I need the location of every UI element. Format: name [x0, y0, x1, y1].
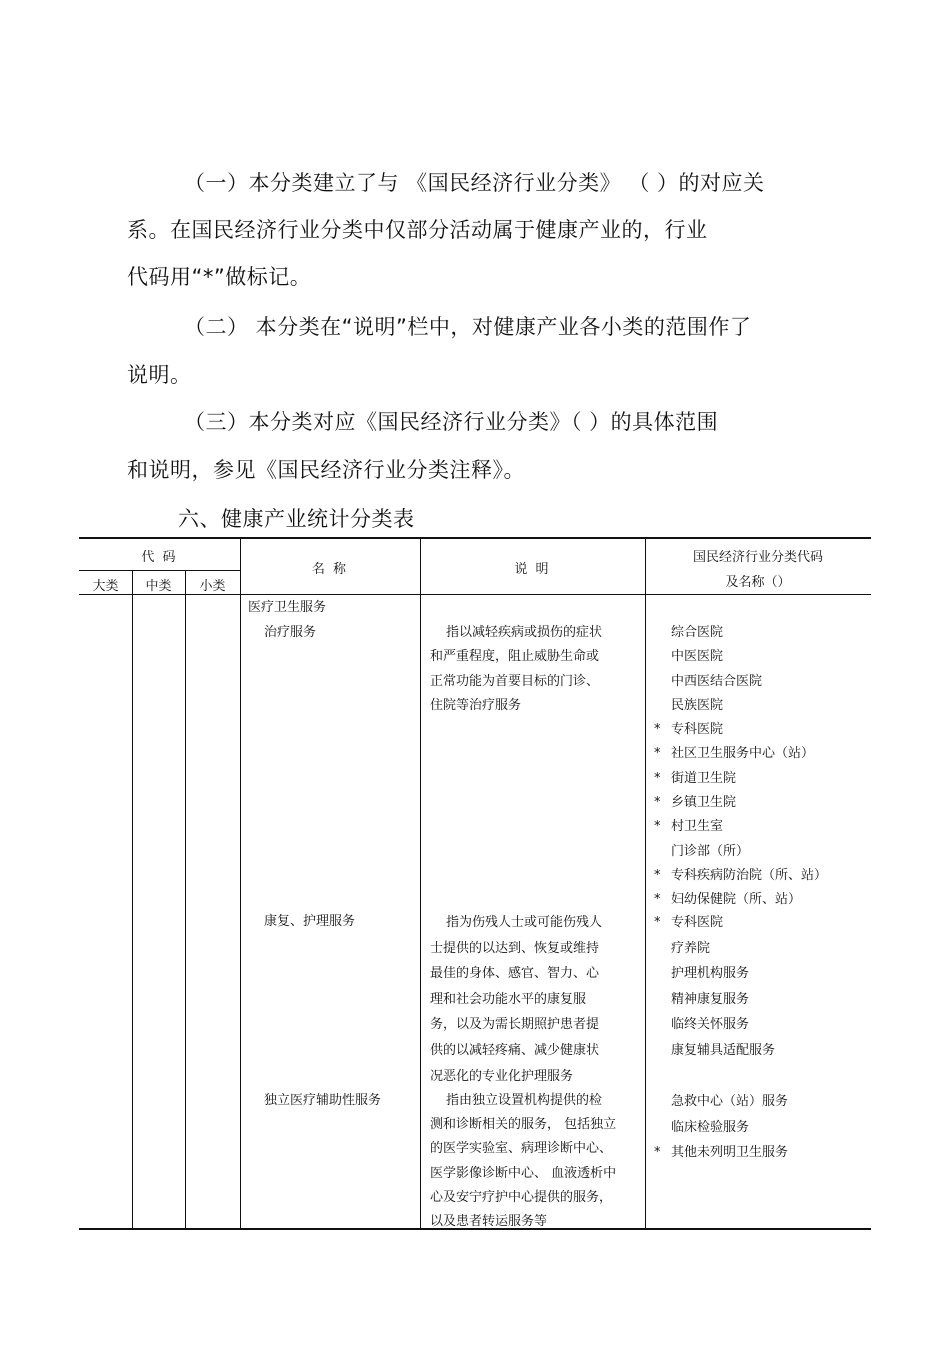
name-top-category: 医疗卫生服务	[248, 600, 327, 615]
gb-code-item	[654, 888, 827, 912]
gb-code-item	[654, 645, 827, 669]
col-divider-middle	[185, 570, 186, 1229]
gb-code-item	[654, 670, 827, 694]
star-marker: *	[654, 795, 661, 811]
desc-rehab-nursing	[430, 910, 602, 1089]
paragraph-2-line-1: （二） 本分类在“说明”栏中，对健康产业各小类的范围作了	[184, 315, 752, 339]
code-subheader-rule	[79, 570, 240, 571]
desc-line: 指由独立设置机构提供的检	[446, 1093, 603, 1108]
desc-aux-medical	[430, 1089, 616, 1234]
desc-treatment	[430, 621, 602, 718]
name-aux-medical: 独立医疗辅助性服务	[264, 1093, 382, 1108]
star-marker: *	[654, 770, 661, 786]
header-desc: 说 明	[514, 562, 551, 577]
gb-code-text: 其他未列明卫生服务	[671, 1145, 789, 1161]
gb-treatment	[654, 621, 827, 913]
gb-code-text: 精神康复服务	[671, 991, 750, 1007]
desc-line: 心及安宁疗护中心提供的服务，	[430, 1189, 613, 1205]
star-marker: *	[654, 915, 661, 930]
paragraph-1-line-2: 系。在国民经济行业分类中仅部分活动属于健康产业的，行业	[127, 218, 708, 242]
gb-code-text: 临床检验服务	[671, 1119, 750, 1135]
desc-line: 住院等治疗服务	[430, 697, 522, 713]
gb-rehab-nursing	[654, 910, 775, 1064]
gb-code-item	[654, 815, 827, 839]
gb-code-item	[654, 718, 827, 742]
gb-code-item	[654, 694, 827, 718]
desc-line: 医学影像诊断中心、 血液透析中	[430, 1165, 617, 1181]
gb-code-item	[654, 936, 775, 962]
gb-code-item	[654, 864, 827, 888]
desc-line: 正常功能为首要目标的门诊、	[430, 673, 600, 689]
desc-line: 指以减轻疾病或损伤的症状	[446, 625, 603, 640]
desc-line: 况恶化的专业化护理服务	[430, 1068, 574, 1084]
gb-code-text: 临终关怀服务	[671, 1017, 750, 1033]
gb-code-item	[654, 987, 775, 1013]
desc-line: 以及患者转运服务等	[430, 1214, 548, 1230]
desc-line: 供的以减轻疼痛、减少健康状	[430, 1042, 600, 1058]
header-name: 名 称	[311, 562, 349, 577]
gb-code-item	[654, 840, 827, 864]
gb-code-item	[654, 1038, 775, 1064]
header-bottom-rule	[79, 594, 871, 595]
header-code: 代 码	[141, 550, 178, 565]
header-minor: 小类	[199, 579, 226, 594]
gb-code-text: 急救中心（站）服务	[671, 1094, 789, 1109]
table-top-rule	[79, 537, 871, 539]
table-title: 六、健康产业统计分类表	[178, 507, 415, 531]
desc-line: 务，以及为需长期照护患者提	[430, 1017, 600, 1033]
gb-code-text: 护理机构服务	[671, 966, 750, 982]
gb-code-item	[654, 1089, 788, 1115]
star-marker: *	[654, 867, 661, 883]
star-marker: *	[654, 722, 661, 738]
gb-aux-medical	[654, 1089, 788, 1166]
gb-code-text: 专科医院	[671, 722, 724, 738]
gb-code-text: 民族医院	[671, 697, 724, 713]
name-rehab-nursing: 康复、护理服务	[264, 914, 356, 929]
desc-line: 最佳的身体、感官、智力、心	[430, 966, 600, 982]
col-divider-name	[420, 538, 421, 1229]
col-divider-code	[240, 538, 241, 1229]
gb-code-text: 疗养院	[671, 940, 711, 956]
star-marker: *	[654, 892, 661, 908]
gb-code-item	[654, 742, 827, 766]
desc-line: 士提供的以达到、恢复或维持	[430, 940, 600, 956]
desc-line: 理和社会功能水平的康复服	[430, 991, 587, 1007]
gb-code-item	[654, 1140, 788, 1166]
gb-code-text: 街道卫生院	[671, 770, 737, 786]
header-major: 大类	[92, 579, 119, 594]
gb-code-item	[654, 791, 827, 815]
paragraph-1-line-1: （一）本分类建立了与 《国民经济行业分类》 （ ）的对应关	[184, 171, 765, 195]
paragraph-3-line-2: 和说明，参见《国民经济行业分类注释》。	[127, 458, 525, 482]
desc-line: 的医学实验室、病理诊断中心、	[430, 1141, 613, 1157]
gb-code-item	[654, 1012, 775, 1038]
name-treatment: 治疗服务	[264, 625, 317, 640]
star-marker: *	[654, 746, 661, 762]
gb-code-text: 专科疾病防治院（所、站）	[671, 867, 828, 883]
desc-line: 和严重程度，阻止威胁生命或	[430, 649, 600, 665]
gb-code-item	[654, 910, 775, 936]
header-gb-line-1: 国民经济行业分类代码	[692, 550, 823, 565]
desc-line: 指为伤残人士或可能伤残人	[446, 915, 603, 930]
col-divider-desc	[645, 538, 646, 1229]
paragraph-1-line-3: 代码用“*”做标记。	[127, 265, 312, 289]
gb-code-text: 综合医院	[671, 625, 724, 640]
gb-code-text: 门诊部（所）	[671, 843, 750, 859]
gb-code-text: 村卫生室	[671, 819, 724, 835]
gb-code-text: 中医医院	[671, 649, 724, 665]
paragraph-3-line-1: （三）本分类对应《国民经济行业分类》（ ）的具体范围	[184, 410, 719, 434]
header-middle: 中类	[145, 579, 172, 594]
gb-code-item	[654, 621, 827, 645]
header-gb-line-2: 及名称（）	[725, 575, 791, 590]
star-marker: *	[654, 819, 661, 835]
gb-code-text: 乡镇卫生院	[671, 795, 737, 811]
gb-code-item	[654, 767, 827, 791]
gb-code-item	[654, 961, 775, 987]
gb-code-text: 康复辅具适配服务	[671, 1042, 776, 1058]
gb-code-text: 妇幼保健院（所、站）	[671, 892, 802, 908]
gb-code-text: 专科医院	[671, 915, 724, 930]
col-divider-major	[132, 570, 133, 1229]
gb-code-item	[654, 1115, 788, 1141]
desc-line: 测和诊断相关的服务， 包括独立	[430, 1117, 617, 1133]
star-marker: *	[654, 1145, 661, 1161]
gb-code-text: 社区卫生服务中心（站）	[671, 746, 815, 762]
paragraph-2-line-2: 说明。	[127, 363, 192, 387]
gb-code-text: 中西医结合医院	[671, 673, 763, 689]
